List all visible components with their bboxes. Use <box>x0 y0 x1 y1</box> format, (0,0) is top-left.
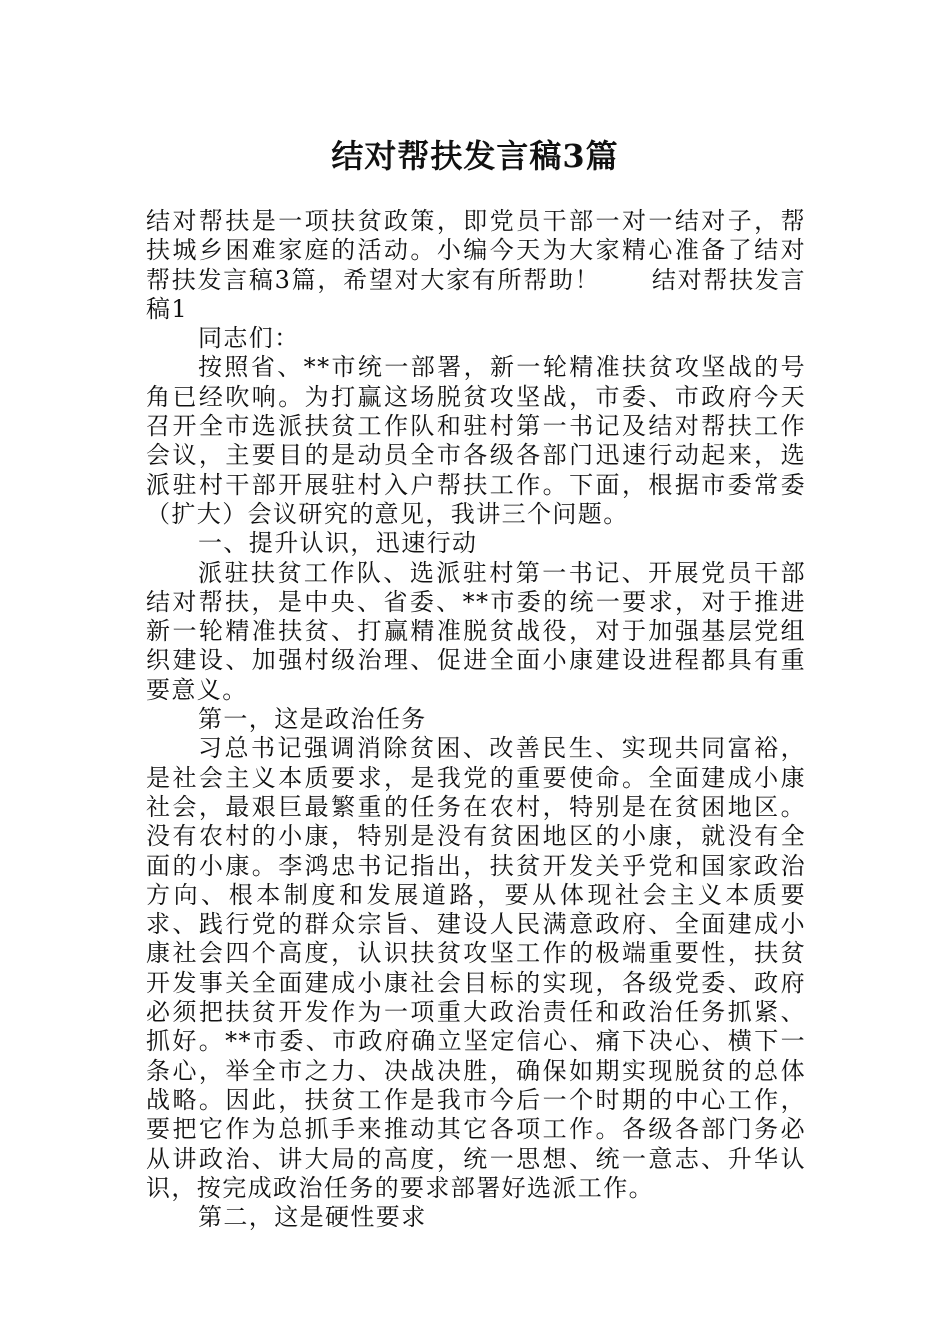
subsection-heading: 第二，这是硬性要求 <box>198 1203 427 1232</box>
document-title: 结对帮扶发言稿3篇 <box>331 137 619 175</box>
body-paragraph: 按照省、**市统一部署，新一轮精准扶贫攻坚战的号角已经吹响。为打赢这场脱贫攻坚战，市委、市政府今天召开全市选派扶贫工作队和驻村第一书记及结对帮扶工作会议，主要目的是动员全市各级各部门迅速行动起来，选派驻村干部开展驻村入户帮扶工作。下面，根据市委常委（扩大）会议研究的意见，我讲三个问题。 <box>146 353 806 528</box>
section-heading: 一、提升认识，迅速行动 <box>198 529 478 558</box>
subsection-heading: 第一，这是政治任务 <box>198 705 427 734</box>
salutation-paragraph: 同志们： <box>198 324 300 353</box>
body-paragraph: 习总书记强调消除贫困、改善民生、实现共同富裕，是社会主义本质要求，是我党的重要使命。全面建成小康社会，最艰巨最繁重的任务在农村，特别是在贫困地区。没有农村的小康，特别是没有贫困地区的小康，就没有全面的小康。李鸿忠书记指出，扶贫开发关乎党和国家政治方向、根本制度和发展道路，要从体现社会主义本质要求、践行党的群众宗旨、建设人民满意政府、全面建成小康社会四个高度，认识扶贫攻坚工作的极端重要性，扶贫开发事关全面建成小康社会目标的实现，各级党委、政府必须把扶贫开发作为一项重大政治责任和政治任务抓紧、抓好。**市委、市政府确立坚定信心、痛下决心、横下一条心，举全市之力、决战决胜，确保如期实现脱贫的总体战略。因此，扶贫工作是我市今后一个时期的中心工作，要把它作为总抓手来推动其它各项工作。各级各部门务必从讲政治、讲大局的高度，统一思想、统一意志、升华认识，按完成政治任务的要求部署好选派工作。 <box>146 734 806 1202</box>
body-paragraph: 派驻扶贫工作队、选派驻村第一书记、开展党员干部结对帮扶，是中央、省委、**市委的统一要求，对于推进新一轮精准扶贫、打赢精准脱贫战役，对于加强基层党组织建设、加强村级治理、促进全面小康建设进程都具有重要意义。 <box>146 558 806 704</box>
intro-paragraph: 结对帮扶是一项扶贫政策，即党员干部一对一结对子，帮扶城乡困难家庭的活动。小编今天为大家精心准备了结对帮扶发言稿3篇，希望对大家有所帮助！ 结对帮扶发言稿1 <box>146 207 806 323</box>
document-body <box>146 207 806 1232</box>
